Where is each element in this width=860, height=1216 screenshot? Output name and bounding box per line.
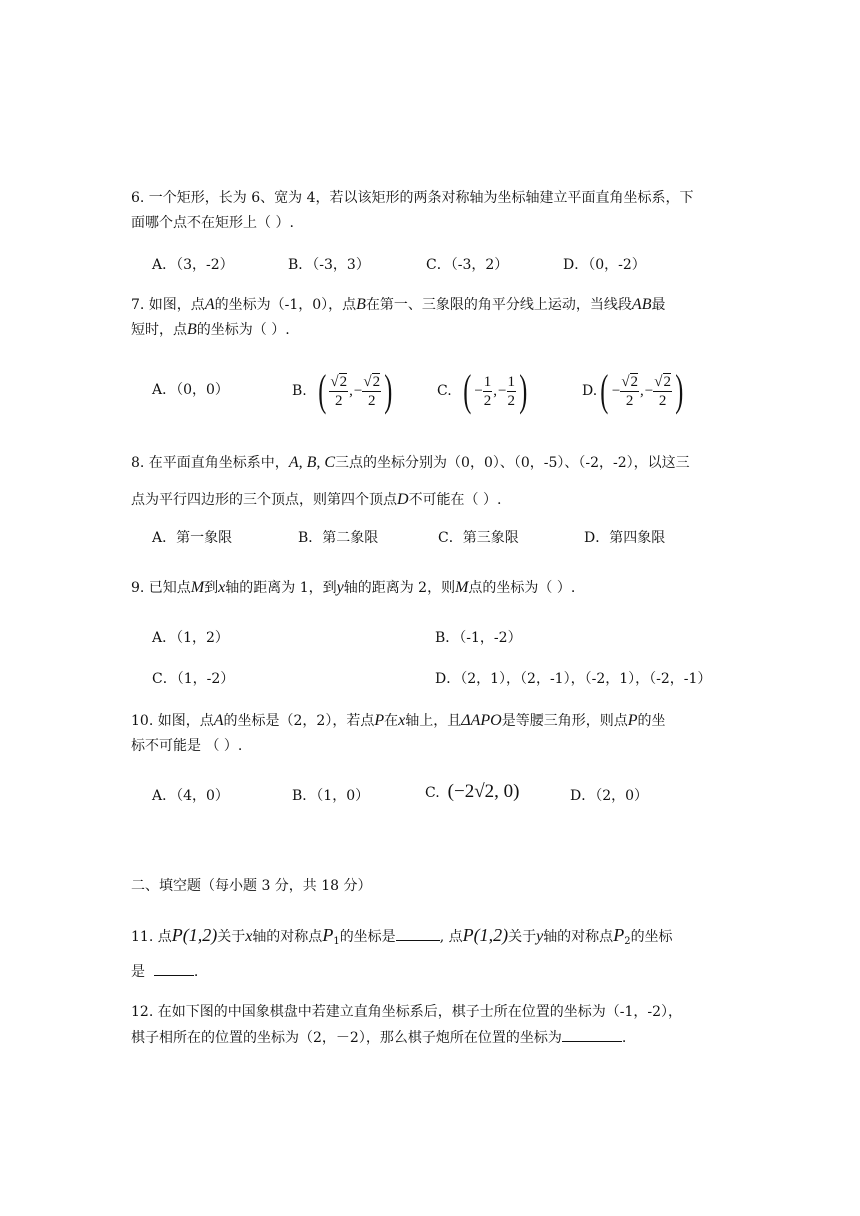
q7-option-b: B. ( $\frac{√2}{2}$ , − $\frac{√2}{2}$ ) xyxy=(292,366,396,416)
q9-option-b: B．（-1，-2） xyxy=(435,630,522,646)
q10-option-a: A．（4，0） xyxy=(152,788,229,804)
q7-option-c-math: ( − $\frac{1}{2}$ , − $\frac{1}{2}$ ) xyxy=(462,366,528,415)
q8-option-d: D．第四象限 xyxy=(584,530,666,546)
q7-line1: 7. 如图，点A的坐标为（-1，0），点B在第一、三象限的角平分线上运动，当线段AB最 xyxy=(131,296,666,313)
q11-line2: 是 . xyxy=(131,961,198,982)
q11-blank-2 xyxy=(154,961,194,976)
q8-option-c: C．第三象限 xyxy=(438,530,519,546)
q6-line2: 面哪个点不在矩形上（ ）. xyxy=(131,215,294,231)
q10-line2: 标不可能是 （ ）. xyxy=(131,738,243,754)
q7-option-c: C. ( − $\frac{1}{2}$ , − $\frac{1}{2}$ ) xyxy=(437,366,531,416)
q6-option-b: B．（-3，3） xyxy=(288,257,370,273)
q8-option-b: B．第二象限 xyxy=(298,530,379,546)
q7-option-d-math: ( − $\frac{√2}{2}$ , − $\frac{√2}{2}$ ) xyxy=(600,366,684,415)
q9-option-c: C．（1，-2） xyxy=(152,671,235,687)
q8-option-a: A．第一象限 xyxy=(152,530,233,546)
q10-option-d: D．（2，0） xyxy=(570,788,649,804)
q10-option-c: C. (−2√2, 0) xyxy=(425,781,520,802)
section2-title: 二、填空题（每小题 3 分，共 18 分） xyxy=(131,878,372,894)
q11-blank-1 xyxy=(396,926,440,941)
q11-line1: 11. 点P(1,2)关于x轴的对称点$P_1$的坐标是 , 点P(1,2)关于y轴的对称点$P_2$的坐标 xyxy=(131,925,673,947)
q12-line2: 棋子相所在的位置的坐标为（2，－2），那么棋子炮所在位置的坐标为 . xyxy=(131,1027,626,1048)
q7-line2: 短时，点B的坐标为（ ）. xyxy=(131,321,290,338)
q9-option-d: D．（2，1），（2，-1），（-2，1），（-2，-1） xyxy=(435,671,712,687)
q10-option-b: B．（1，0） xyxy=(292,788,370,804)
q7-option-b-math: ( $\frac{√2}{2}$ , − $\frac{√2}{2}$ ) xyxy=(318,366,393,415)
q10-line1: 10. 如图，点A的坐标是（2，2），若点P在x轴上，且ΔAPO是等腰三角形，则点P的坐 xyxy=(131,712,666,729)
q12-blank xyxy=(562,1027,622,1042)
q6-option-a: A．（3，-2） xyxy=(152,257,234,273)
q8-line1: 8. 在平面直角坐标系中，A, B, C三点的坐标分别为（0，0）、（0，-5）、（-2，-2），以这三 xyxy=(131,454,690,471)
q12-line1: 12. 在如下图的中国象棋盘中若建立直角坐标系后，棋子士所在位置的坐标为（-1，-2）， xyxy=(131,1004,682,1020)
q6-option-c: C．（-3，2） xyxy=(426,257,509,273)
q7-option-d: D. ( − $\frac{√2}{2}$ , − $\frac{√2}{2}$ ) xyxy=(582,366,687,416)
q9-option-a: A．（1，2） xyxy=(152,630,229,646)
q8-line2: 点为平行四边形的三个顶点，则第四个顶点D不可能在（ ）. xyxy=(131,491,502,508)
q6-line1: 6. 一个矩形，长为 6、宽为 4，若以该矩形的两条对称轴为坐标轴建立平面直角坐标系，下 xyxy=(131,190,694,206)
q9-line1: 9. 已知点M到x轴的距离为 1，到y轴的距离为 2，则M点的坐标为（ ）. xyxy=(131,579,576,596)
q7-option-a: A．（0，0） xyxy=(152,382,229,398)
q6-option-d: D．（0，-2） xyxy=(563,257,646,273)
